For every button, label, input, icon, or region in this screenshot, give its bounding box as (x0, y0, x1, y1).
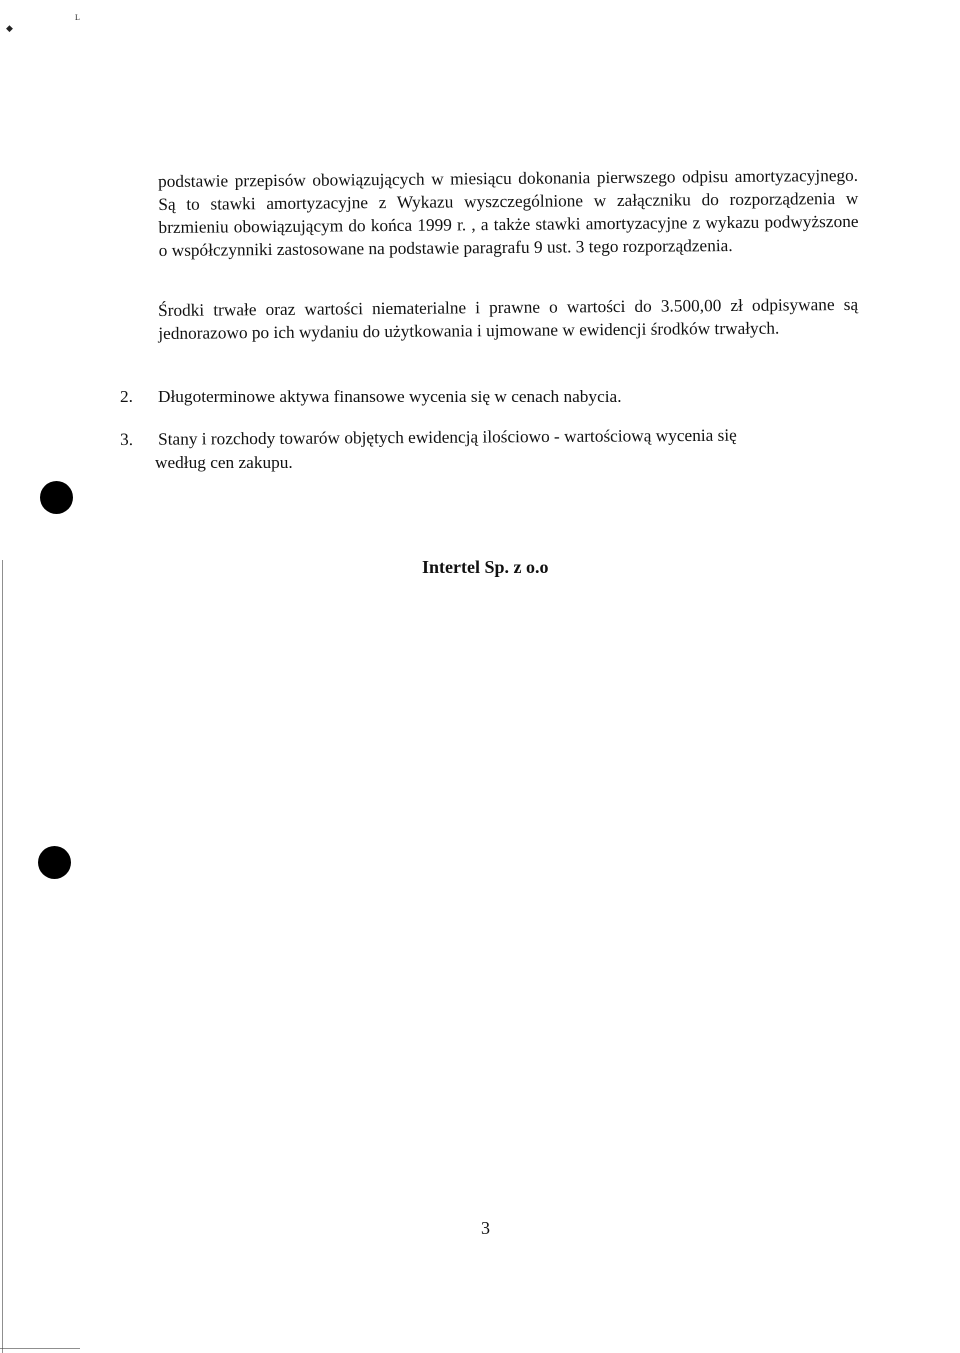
list-item-2 (120, 385, 820, 408)
punch-hole-upper (40, 481, 73, 514)
list-item-text: Długoterminowe aktywa finansowe wycenia się w cenach nabycia. (158, 387, 622, 406)
company-name: Intertel Sp. z o.o (422, 557, 549, 577)
scan-edge-line (2, 560, 3, 1353)
scan-bottom-line (0, 1348, 80, 1349)
list-item-number: 3. (120, 429, 134, 449)
fixed-assets-paragraph: Środki trwałe oraz wartości niematerialne i prawne o wartości do 3.500,00 zł odpisywane są jednorazowo po ich wydaniu do użytkowania i ujmowane w ewidencji środków trwałych. (158, 294, 859, 343)
page-number: 3 (481, 1218, 490, 1238)
punch-hole-lower (38, 846, 71, 879)
scan-top-mark: L (75, 13, 80, 22)
scan-corner-mark: ◆ (6, 23, 13, 33)
list-item-text: Stany i rozchody towarów objętych ewidencją ilościowo - wartościową wycenia się (158, 425, 737, 449)
list-item-3 (120, 423, 820, 451)
depreciation-rates-paragraph: podstawie przepisów obowiązujących w miesiącu dokonania pierwszego odpisu amortyzacyjnego. Są to stawki amortyzacyjne z Wykazu wyszczególnione w załączniku do rozporządzenia w brzmieniu obowiązującym do końca 1999 r. , a także stawki amortyzacyjne z wykazu podwyższone o współczynniki zastosowane na podstawie paragrafu 9 ust. 3 tego rozporządzenia. (158, 165, 859, 260)
list-item-number: 2. (120, 387, 133, 406)
list-item-continuation: według cen zakupu. (155, 453, 293, 472)
